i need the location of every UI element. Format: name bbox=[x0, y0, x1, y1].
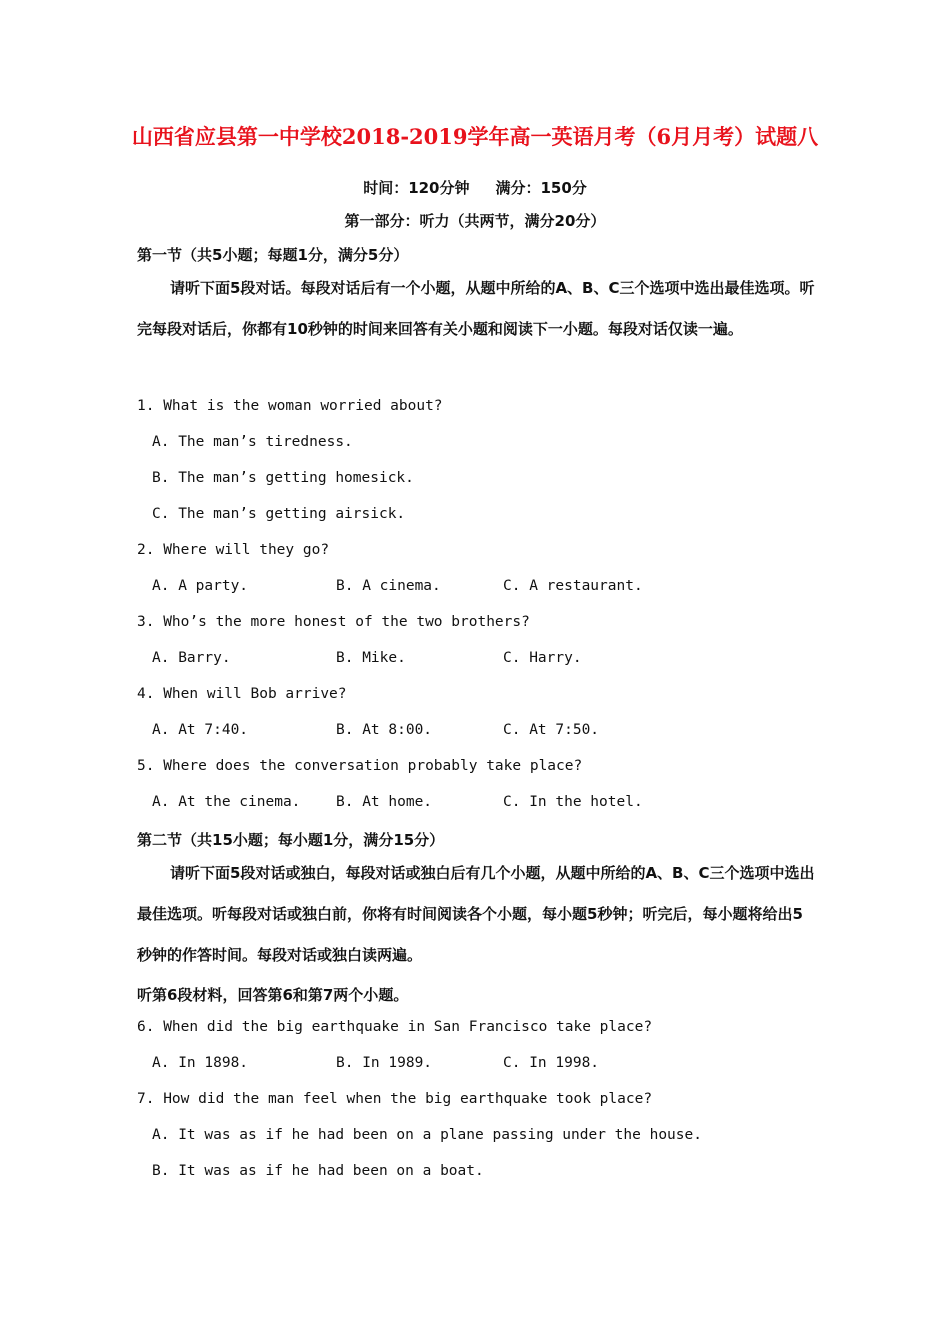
q5-option-b: B. At home. bbox=[336, 794, 433, 810]
q2-option-b: B. A cinema. bbox=[336, 578, 441, 594]
question-6: 6. When did the big earthquake in San Francisco take place? bbox=[137, 1019, 653, 1035]
question-7: 7. How did the man feel when the big earthquake took place? bbox=[137, 1091, 653, 1107]
q3-option-a: A. Barry. bbox=[152, 650, 231, 666]
material-note: 听第6段材料，回答第6和第7两个小题。 bbox=[137, 986, 409, 1004]
q6-option-a: A. In 1898. bbox=[152, 1055, 249, 1071]
q7-option-b: B. It was as if he had been on a boat. bbox=[152, 1163, 484, 1179]
q1-option-b: B. The man’s getting homesick. bbox=[152, 470, 414, 486]
exam-score: 满分：150分 bbox=[495, 179, 587, 197]
exam-time: 时间：120分钟 bbox=[363, 179, 470, 197]
section1-instructions: 请听下面5段对话。每段对话后有一个小题，从题中所给的A、B、C三个选项中选出最佳选项。听完每段对话后，你都有10秒钟的时间来回答有关小题和阅读下一小题。每段对话仅读一遍。 bbox=[137, 279, 815, 338]
q6-option-b: B. In 1989. bbox=[336, 1055, 433, 1071]
q5-option-c: C. In the hotel. bbox=[503, 794, 643, 810]
question-5: 5. Where does the conversation probably take place? bbox=[137, 758, 583, 774]
question-4: 4. When will Bob arrive? bbox=[137, 686, 347, 702]
q4-option-b: B. At 8:00. bbox=[336, 722, 433, 738]
q3-option-b: B. Mike. bbox=[336, 650, 406, 666]
exam-title: 山西省应县第一中学校2018-2019学年高一英语月考（6月月考）试题八 bbox=[131, 124, 819, 149]
q3-option-c: C. Harry. bbox=[503, 650, 582, 666]
section1-heading: 第一节（共5小题；每题1分，满分5分） bbox=[137, 246, 409, 264]
exam-info bbox=[0, 177, 950, 198]
q5-option-a: A. At the cinema. bbox=[152, 794, 301, 810]
q1-option-c: C. The man’s getting airsick. bbox=[152, 506, 406, 522]
section2-instructions: 请听下面5段对话或独白，每段对话或独白后有几个小题，从题中所给的A、B、C三个选项中选出最佳选项。听每段对话或独白前，你将有时间阅读各个小题，每小题5秒钟；听完后，每小题将给出5秒钟的作答时间。每段对话或独白读两遍。 bbox=[137, 864, 815, 964]
question-1: 1. What is the woman worried about? bbox=[137, 398, 443, 414]
q4-option-c: C. At 7:50. bbox=[503, 722, 600, 738]
question-3: 3. Who’s the more honest of the two brothers? bbox=[137, 614, 530, 630]
section2-heading: 第二节（共15小题；每小题1分，满分15分） bbox=[137, 831, 445, 849]
q7-option-a: A. It was as if he had been on a plane passing under the house. bbox=[152, 1127, 702, 1143]
q1-option-a: A. The man’s tiredness. bbox=[152, 434, 353, 450]
part1-heading: 第一部分：听力（共两节，满分20分） bbox=[344, 212, 606, 230]
q2-option-a: A. A party. bbox=[152, 578, 249, 594]
question-2: 2. Where will they go? bbox=[137, 542, 330, 558]
q6-option-c: C. In 1998. bbox=[503, 1055, 600, 1071]
q4-option-a: A. At 7:40. bbox=[152, 722, 249, 738]
q2-option-c: C. A restaurant. bbox=[503, 578, 643, 594]
